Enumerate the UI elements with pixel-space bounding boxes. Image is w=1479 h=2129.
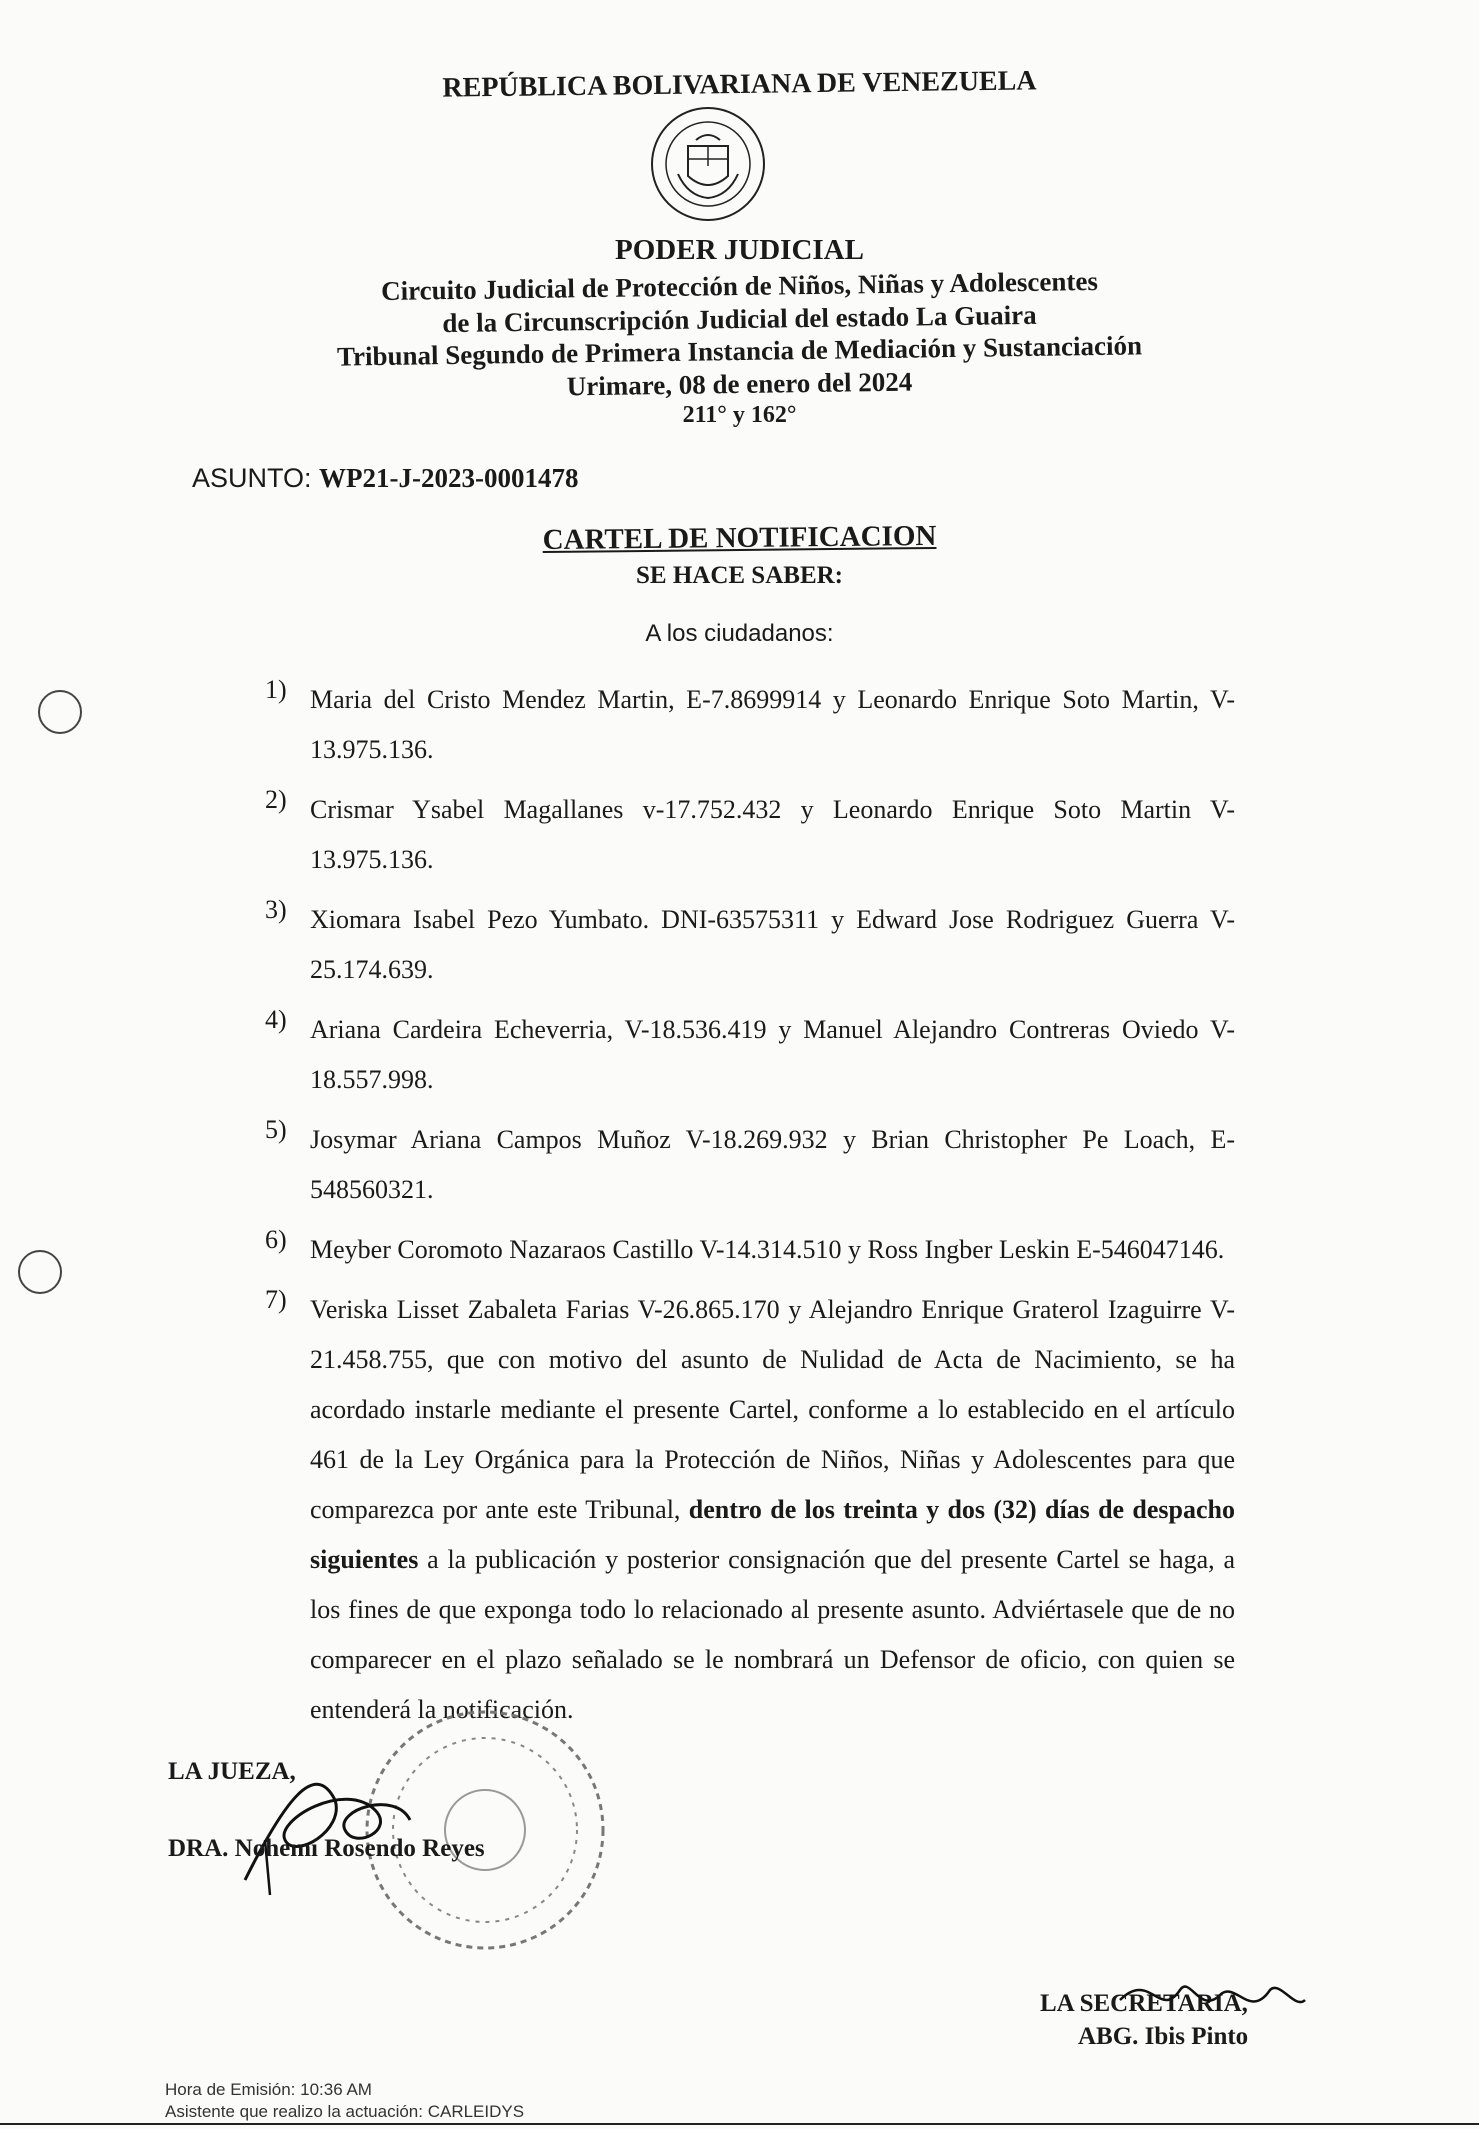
document-title: CARTEL DE NOTIFICACION: [542, 519, 937, 557]
deadline-text: dentro de los treinta y dos (32) días de despacho siguientes: [310, 1495, 1235, 1574]
list-item: 5) Josymar Ariana Campos Muñoz V-18.269.932 y Brian Christopher Pe Loach, E-548560321.: [265, 1115, 1235, 1204]
circuit-line-1: Circuito Judicial de Protección de Niños, Niñas y Adolescentes: [380, 265, 1099, 307]
list-item: 4) Ariana Cardeira Echeverria, V-18.536.419 y Manuel Alejandro Contreras Oviedo V-18.557.998.: [265, 1005, 1235, 1094]
punch-hole-middle: [18, 1250, 62, 1294]
independence-years: 211° y 162°: [682, 402, 797, 428]
assistant-info: Asistente que realizo la actuación: CARLEIDYS: [165, 2102, 525, 2121]
footer-divider: [0, 2123, 1479, 2125]
circuit-line-2: de la Circunscripción Judicial del estado La Guaira: [442, 299, 1037, 339]
republic-title: REPÚBLICA BOLIVARIANA DE VENEZUELA: [442, 65, 1037, 104]
list-item: 1) Maria del Cristo Mendez Martin, E-7.8699914 y Leonardo Enrique Soto Martin, V-13.975.136.: [265, 675, 1235, 764]
list-item: 6) Meyber Coromoto Nazaraos Castillo V-14.314.510 y Ross Ingber Leskin E-546047146.: [265, 1225, 1225, 1264]
judge-name: DRA. Nohemí Rosendo Reyes: [168, 1835, 485, 1862]
list-item: 7) Veriska Lisset Zabaleta Farias V-26.865.170 y Alejandro Enrique Graterol Izaguirre V-21.458.755, que con motivo del asunto de Nulidad de Acta de Nacimiento, se ha acordado instarle mediante el presente Cartel, conforme a lo establecido en el artículo 461 de la Ley Orgánica para la Protección de Niños, Niñas y Adolescentes para que comparezca por ante este Tribunal, dentro de los treinta y dos (32) días de despacho siguientes a la publicación y posterior consignación que del presente Cartel se haga, a los fines de que exponga todo lo relacionado al presente asunto. Adviértasele que de no comparecer en el plazo señalado se le nombrará un Defensor de oficio, con quien se entenderá la notificación.: [265, 1285, 1235, 1735]
judge-role: LA JUEZA,: [168, 1758, 296, 1785]
list-item: 3) Xiomara Isabel Pezo Yumbato. DNI-63575311 y Edward Jose Rodriguez Guerra V-25.174.639.: [265, 895, 1235, 984]
notification-body: Veriska Lisset Zabaleta Farias V-26.865.170 y Alejandro Enrique Graterol Izaguirre V-21.458.755, que con motivo del asunto de Nulidad de Acta de Nacimiento, se ha acordado instarle mediante el presente Cartel, conforme a lo establecido en el artículo 461 de la Ley Orgánica para la Protección de Niños, Niñas y Adolescentes para que comparezca por ante este Tribunal, dentro de los treinta y dos (32) días de despacho siguientes a la publicación y posterior consignación que del presente Cartel se haga, a los fines de que exponga todo lo relacionado al presente asunto. Adviértasele que de no comparecer en el plazo señalado se le nombrará un Defensor de oficio, con quien se entenderá la notificación.: [310, 1295, 1235, 1724]
document-subtitle: SE HACE SABER:: [636, 562, 843, 589]
judicial-branch: PODER JUDICIAL: [615, 234, 864, 266]
tribunal-name: Tribunal Segundo de Primera Instancia de Mediación y Sustanciación: [336, 330, 1143, 372]
judge-signature: [225, 1740, 425, 1900]
secretary-role: LA SECRETARIA,: [1040, 1990, 1248, 2017]
citizens-list: [265, 675, 1235, 1745]
emission-time: Hora de Emisión: 10:36 AM: [165, 2080, 372, 2099]
secretary-name: ABG. Ibis Pinto: [1078, 2023, 1249, 2050]
addressee: A los ciudadanos:: [645, 620, 834, 647]
case-label: ASUNTO:: [192, 463, 312, 493]
coat-of-arms-emblem: [648, 104, 768, 224]
list-item: 2) Crismar Ysabel Magallanes v-17.752.432 y Leonardo Enrique Soto Martin V-13.975.136.: [265, 785, 1235, 874]
punch-hole-top: [38, 690, 82, 734]
place-date: Urimare, 08 de enero del 2024: [566, 366, 913, 402]
case-number: [192, 463, 579, 494]
case-value: WP21-J-2023-0001478: [319, 463, 579, 493]
